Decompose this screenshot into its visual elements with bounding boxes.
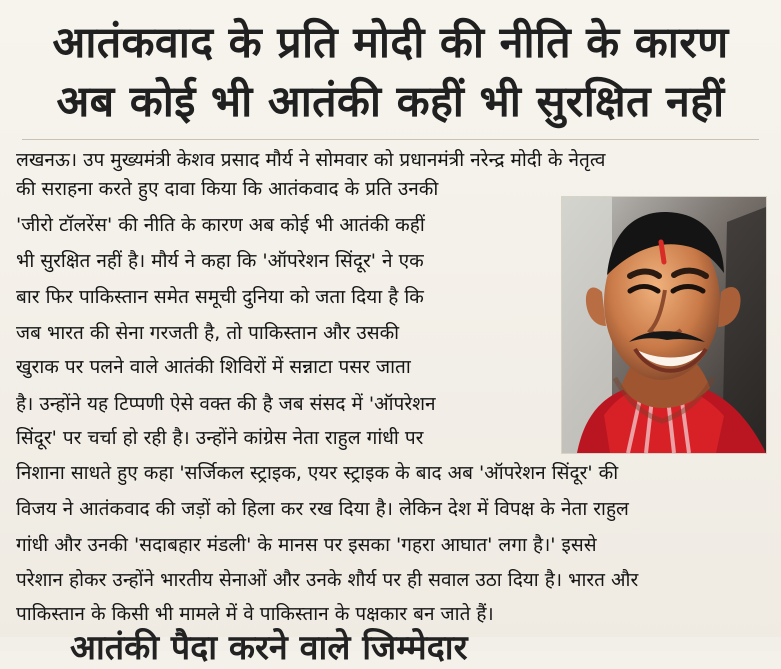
article-line: की सराहना करते हुए दावा किया कि आतंकवाद के प्रति उनकी xyxy=(16,178,439,200)
headline-divider xyxy=(22,139,759,140)
cropped-next-headline-text: आतंकी पैदा करने वाले जिम्मेदार xyxy=(70,628,468,668)
article-line: विजय ने आतंकवाद की जड़ों को हिला कर रख दिया है। लेकिन देश में विपक्ष के नेता राहुल xyxy=(16,498,629,520)
headline-line-1: आतंकवाद के प्रति मोदी की नीति के कारण xyxy=(52,18,729,68)
article-line: परेशान होकर उन्होंने भारतीय सेनाओं और उनके शौर्य पर ही सवाल उठा दिया है। भारत और xyxy=(16,569,639,591)
article-line: भी सुरक्षित नहीं है। मौर्य ने कहा कि 'ऑपरेशन सिंदूर' ने एक xyxy=(16,250,424,272)
headline-line-2: अब कोई भी आतंकी कहीं भी सुरक्षित नहीं xyxy=(56,77,725,127)
article-line: निशाना साधते हुए कहा 'सर्जिकल स्ट्राइक, एयर स्ट्राइक के बाद अब 'ऑपरेशन सिंदूर' की xyxy=(16,462,619,484)
portrait-illustration xyxy=(562,197,766,453)
article-line: बार फिर पाकिस्तान समेत समूची दुनिया को जता दिया है कि xyxy=(16,286,424,308)
article-line: पाकिस्तान के किसी भी मामले में वे पाकिस्तान के पक्षकार बन जाते हैं। xyxy=(16,603,494,625)
article-line: है। उन्होंने यह टिप्पणी ऐसे वक्त की है जब संसद में 'ऑपरेशन xyxy=(16,393,436,415)
politician-photo xyxy=(561,196,767,454)
article-line: जब भारत की सेना गरजती है, तो पाकिस्तान और उसकी xyxy=(16,322,400,344)
article-line: सिंदूर' पर चर्चा हो रही है। उन्होंने कांग्रेस नेता राहुल गांधी पर xyxy=(16,427,424,449)
article-line: गांधी और उनकी 'सदाबहार मंडली' के मानस पर इसका 'गहरा आघात' लगा है।' इससे xyxy=(16,534,597,556)
article-line: खुराक पर पलने वाले आतंकी शिविरों में सन्नाटा पसर जाता xyxy=(16,356,411,378)
cropped-next-headline xyxy=(0,628,781,668)
article-line: 'जीरो टॉलरेंस' की नीति के कारण अब कोई भी आतंकी कहीं xyxy=(16,214,425,236)
article-line: लखनऊ। उप मुख्यमंत्री केशव प्रसाद मौर्य ने सोमवार को प्रधानमंत्री नरेन्द्र मोदी के नेतृत्व xyxy=(16,149,606,171)
